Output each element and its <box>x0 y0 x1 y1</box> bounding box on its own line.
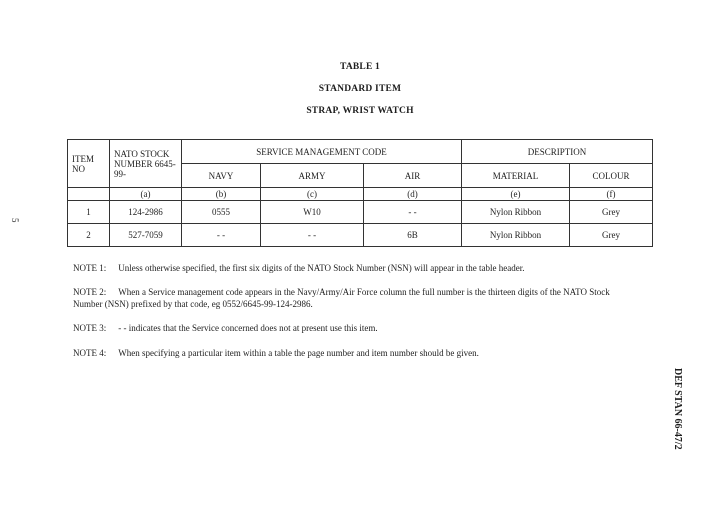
cell-air: 6B <box>364 224 462 247</box>
note-label: NOTE 1: <box>73 263 107 273</box>
note-text: When a Service management code appears in the Navy/Army/Air Force column the full number is the thirteen digits of the NATO Stock Number (NSN) prefixed by that code, eg 0552/6645-99-124-2986. <box>73 287 610 309</box>
note-text: Unless otherwise specified, the first six digits of the NATO Stock Number (NSN) will appear in the table header. <box>118 263 525 273</box>
cell-navy: 0555 <box>182 201 261 224</box>
column-ref-blank <box>68 188 110 201</box>
category-heading: STANDARD ITEM <box>318 84 402 94</box>
column-ref-f: (f) <box>570 188 653 201</box>
note-2 <box>73 286 633 310</box>
header-material: MATERIAL <box>462 164 570 188</box>
cell-colour: Grey <box>570 201 653 224</box>
table-number-heading: TABLE 1 <box>339 62 381 72</box>
note-label: NOTE 3: <box>73 323 107 333</box>
page-number: 5 <box>10 218 20 223</box>
column-ref-d: (d) <box>364 188 462 201</box>
header-navy: NAVY <box>182 164 261 188</box>
cell-nsn: 527-7059 <box>110 224 182 247</box>
note-4 <box>73 347 633 359</box>
cell-army: W10 <box>261 201 364 224</box>
column-ref-b: (b) <box>182 188 261 201</box>
column-ref-e: (e) <box>462 188 570 201</box>
note-text: - - indicates that the Service concerned does not at present use this item. <box>118 323 378 333</box>
header-item-no: ITEM NO <box>68 140 110 188</box>
table-row <box>68 201 653 224</box>
header-description: DESCRIPTION <box>462 140 653 164</box>
note-label: NOTE 2: <box>73 287 107 297</box>
note-1 <box>73 262 633 274</box>
header-colour: COLOUR <box>570 164 653 188</box>
cell-nsn: 124-2986 <box>110 201 182 224</box>
cell-colour: Grey <box>570 224 653 247</box>
cell-material: Nylon Ribbon <box>462 201 570 224</box>
cell-item: 2 <box>68 224 110 247</box>
column-ref-c: (c) <box>261 188 364 201</box>
column-ref-a: (a) <box>110 188 182 201</box>
document-reference: DEF STAN 66-47/2 <box>672 368 683 450</box>
table-row <box>68 224 653 247</box>
header-service-management-code: SERVICE MANAGEMENT CODE <box>182 140 462 164</box>
item-heading: STRAP, WRIST WATCH <box>306 106 414 116</box>
header-nato-stock-number: NATO STOCK NUMBER 6645-99- <box>110 140 182 188</box>
note-text: When specifying a particular item within a table the page number and item number should be given. <box>118 348 479 358</box>
cell-item: 1 <box>68 201 110 224</box>
cell-air: - - <box>364 201 462 224</box>
note-3 <box>73 322 633 334</box>
cell-navy: - - <box>182 224 261 247</box>
cell-material: Nylon Ribbon <box>462 224 570 247</box>
standard-item-table <box>67 139 653 247</box>
header-army: ARMY <box>261 164 364 188</box>
header-air: AIR <box>364 164 462 188</box>
note-label: NOTE 4: <box>73 348 107 358</box>
cell-army: - - <box>261 224 364 247</box>
